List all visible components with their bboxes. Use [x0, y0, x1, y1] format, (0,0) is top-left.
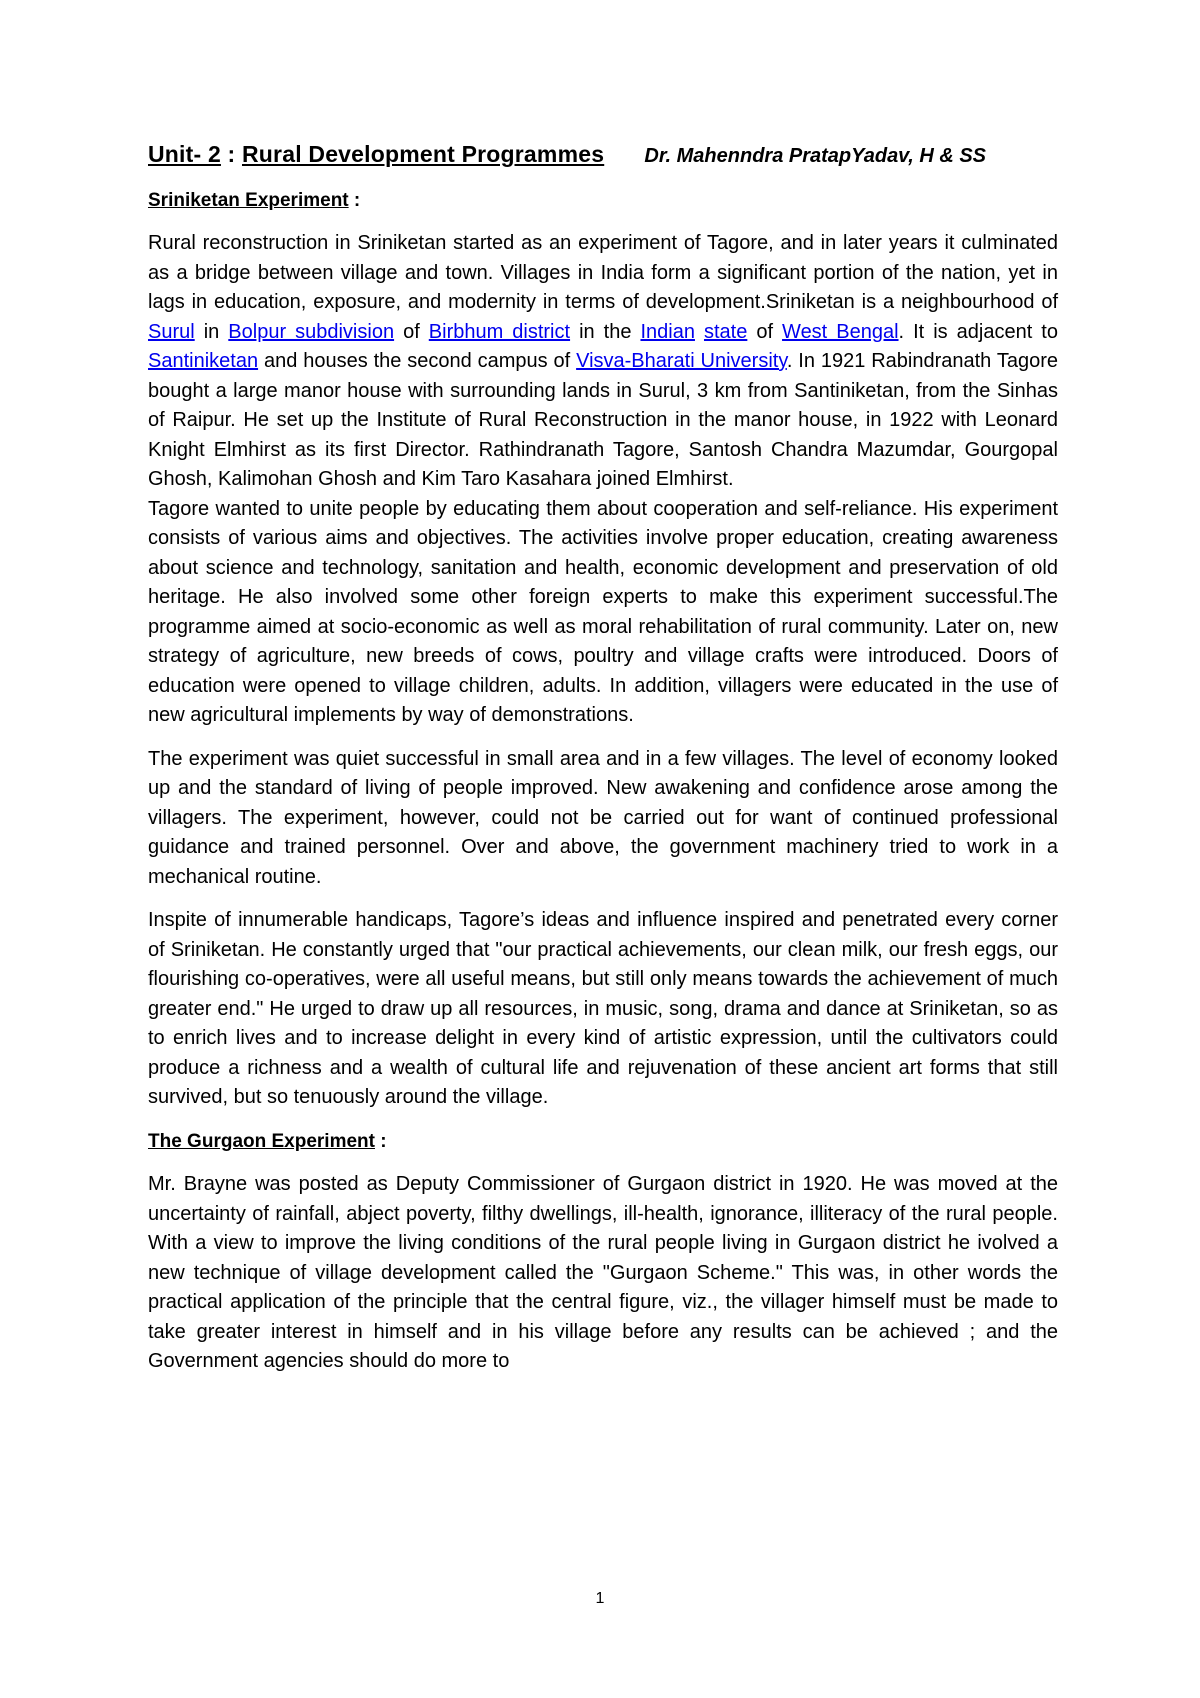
text-run	[695, 321, 704, 343]
paragraph-sriniketan-outcome: The experiment was quiet successful in small area and in a few villages. The level of economy looked up and the standard of living of people improved. New awakening and confidence arose among the villagers. The experiment, however, could not be carried out for want of continued professional guidance and trained personnel. Over and above, the government machinery tried to work in a mechanical routine.	[148, 747, 1058, 888]
link-birbhum-district[interactable]: Birbhum district	[428, 320, 571, 343]
page-title	[148, 140, 604, 170]
paragraph-gurgaon-intro: Mr. Brayne was posted as Deputy Commissioner of Gurgaon district in 1920. He was moved at the uncertainty of rainfall, abject poverty, filthy dwellings, ill-health, ignorance, illiteracy of the rural people. With a view to improve the living conditions of the rural people living in Gurgaon district he ivolved a new technique of village development called the "Gurgaon Scheme." This was, in other words the practical application of the principle that the central figure, viz., the villager himself must be made to take greater interest in himself and in his village before any results can be achieved ; and the Government agencies should do more to	[148, 1173, 1058, 1372]
link-visva-bharati-university[interactable]: Visva-Bharati University	[576, 350, 787, 372]
page-number: 1	[595, 1590, 605, 1607]
link-surul[interactable]: Surul	[148, 320, 195, 343]
link-santiniketan[interactable]: Santiniketan	[148, 350, 259, 372]
text-run: of	[747, 320, 783, 343]
title-separator: :	[220, 141, 242, 167]
unit-label: Unit- 2	[148, 141, 221, 167]
paragraph-sriniketan-intro	[148, 229, 1058, 495]
text-run: and houses the second campus of	[258, 350, 577, 372]
link-indian[interactable]: Indian	[640, 320, 695, 343]
text-run: of	[394, 320, 429, 343]
text-run: in the	[570, 320, 641, 343]
link-west-bengal[interactable]: West Bengal	[782, 320, 899, 343]
paragraph-sriniketan-aims: Tagore wanted to unite people by educating them about cooperation and self-reliance. His experiment consists of various aims and objectives. The activities involve proper education, creating awareness about science and technology, sanitation and health, economic development and preservation of old heritage. He also involved some other foreign experts to make this experiment successful.The programme aimed at socio-economic as well as moral rehabilitation of rural community. Later on, new strategy of agriculture, new breeds of cows, poultry and village crafts were introduced. Doors of education were opened to village children, adults. In addition, villagers were educated in the use of new agricultural implements by way of demonstrations.	[148, 497, 1058, 726]
text-run: . In 1921 Rabindranath Tagore bought a large manor house with surrounding lands in Surul, 3 km from Santiniketan, from the Sinhas of Raipur. He set up the Institute of Rural Reconstruction in the manor house, in 1922 with Leonard Knight Elmhirst as its first Director. Rathindranath Tagore, Santosh Chandra Mazumdar, Gourgopal Ghosh, Kalimohan Ghosh and Kim Taro Kasahara joined Elmhirst.	[148, 350, 1058, 490]
link-state[interactable]: state	[703, 320, 748, 343]
text-run: . It is adjacent to	[898, 320, 1058, 343]
author-line: Dr. Mahenndra PratapYadav, H & SS	[644, 145, 986, 167]
section-heading-gurgaon	[148, 1127, 1058, 1157]
unit-title: Rural Development Programmes	[242, 141, 605, 167]
text-run: in	[194, 320, 229, 343]
section-heading-sriniketan	[148, 186, 1058, 216]
document-page	[148, 140, 1058, 1391]
text-run: Rural reconstruction in Sriniketan started as an experiment of Tagore, and in later years it culminated as a bridge between village and town. Villages in India form a significant portion of the nation, yet in lags in education, exposure, and modernity in terms of development.Sriniketan is a neighbourhood of	[148, 232, 1058, 313]
link-bolpur-subdivision[interactable]: Bolpur subdivision	[228, 320, 395, 343]
section-heading-text: The Gurgaon Experiment	[148, 1130, 375, 1152]
section-heading-colon: :	[348, 189, 361, 211]
section-heading-colon: :	[374, 1130, 387, 1152]
section-heading-text: Sriniketan Experiment	[148, 189, 349, 211]
paragraph-sriniketan-influence: Inspite of innumerable handicaps, Tagore’s ideas and influence inspired and penetrated every corner of Sriniketan. He constantly urged that "our practical achievements, our clean milk, our fresh eggs, our flourishing co-operatives, were all useful means, but still only means towards the achievement of much greater end." He urged to draw up all resources, in music, song, drama and dance at Sriniketan, so as to enrich lives and to increase delight in every kind of artistic expression, until the cultivators could produce a richness and a wealth of cultural life and rejuvenation of these ancient art forms that still survived, but so tenuously around the village.	[148, 909, 1058, 1108]
document-header	[148, 140, 1058, 172]
